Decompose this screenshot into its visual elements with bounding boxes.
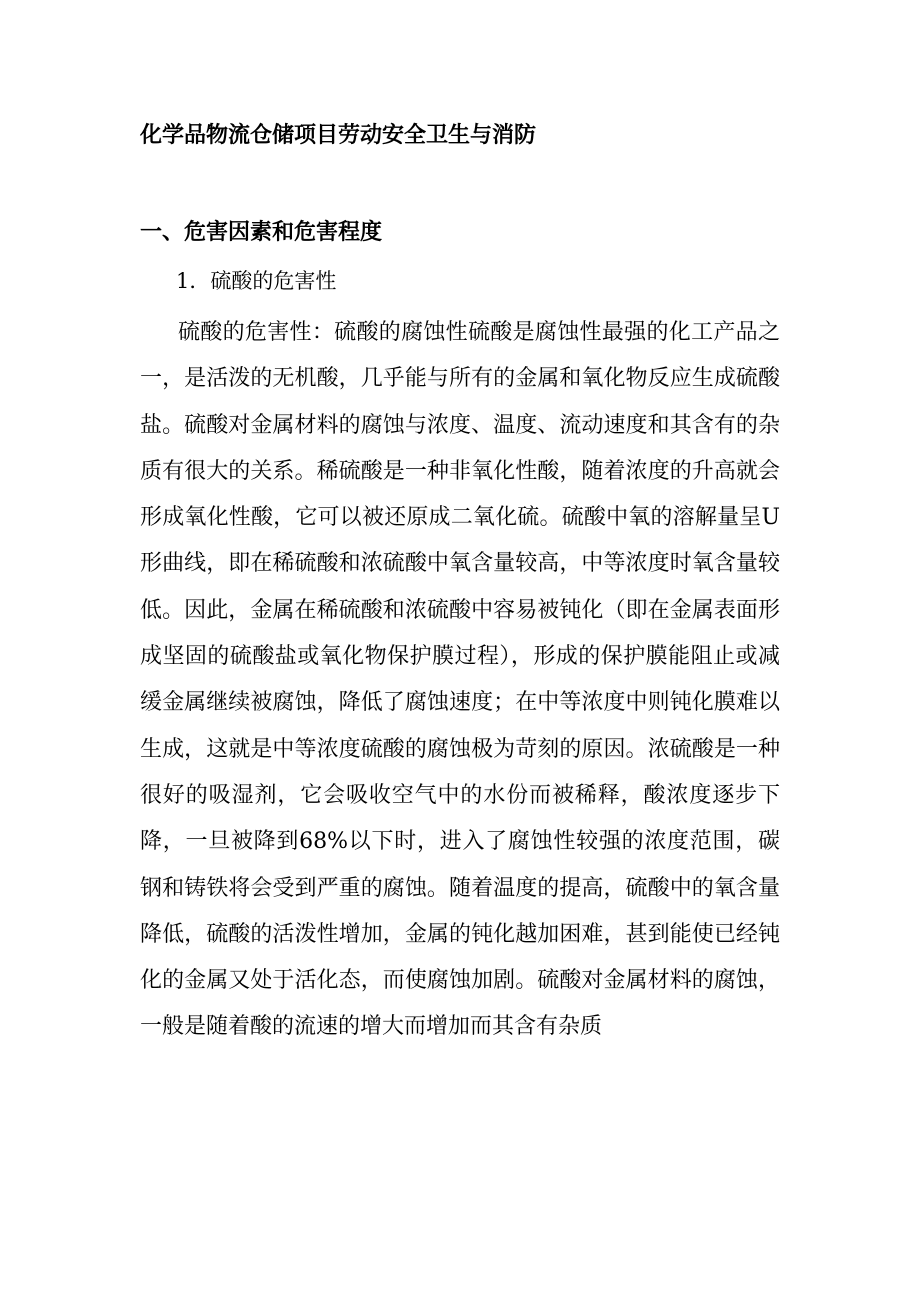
section-heading: 一、危害因素和危害程度 [140, 220, 383, 245]
subsection-heading: 1．硫酸的危害性 [176, 269, 337, 293]
document-title: 化学品物流仓储项目劳动安全卫生与消防 [140, 123, 537, 148]
body-paragraph: 硫酸的危害性：硫酸的腐蚀性硫酸是腐蚀性最强的化工产品之一，是活泼的无机酸，几乎能与所有的金属和氧化物反应生成硫酸盐。硫酸对金属材料的腐蚀与浓度、温度、流动速度和其含有的杂质有很大的关系。稀硫酸是一种非氧化性酸，随着浓度的升高就会形成氧化性酸，它可以被还原成二氧化硫。硫酸中氧的溶解量呈U形曲线，即在稀硫酸和浓硫酸中氧含量较高，中等浓度时氧含量较低。因此，金属在稀硫酸和浓硫酸中容易被钝化（即在金属表面形成坚固的硫酸盐或氧化物保护膜过程），形成的保护膜能阻止或减缓金属继续被腐蚀，降低了腐蚀速度；在中等浓度中则钝化膜难以生成，这就是中等浓度硫酸的腐蚀极为苛刻的原因。浓硫酸是一种很好的吸湿剂，它会吸收空气中的水份而被稀释，酸浓度逐步下降，一旦被降到68%以下时，进入了腐蚀性较强的浓度范围，碳钢和铸铁将会受到严重的腐蚀。随着温度的提高，硫酸中的氧含量降低，硫酸的活泼性增加，金属的钝化越加困难，甚到能使已经钝化的金属又处于活化态，而使腐蚀加剧。硫酸对金属材料的腐蚀，一般是随着酸的流速的增大而增加而其含有杂质 [140, 320, 780, 1040]
